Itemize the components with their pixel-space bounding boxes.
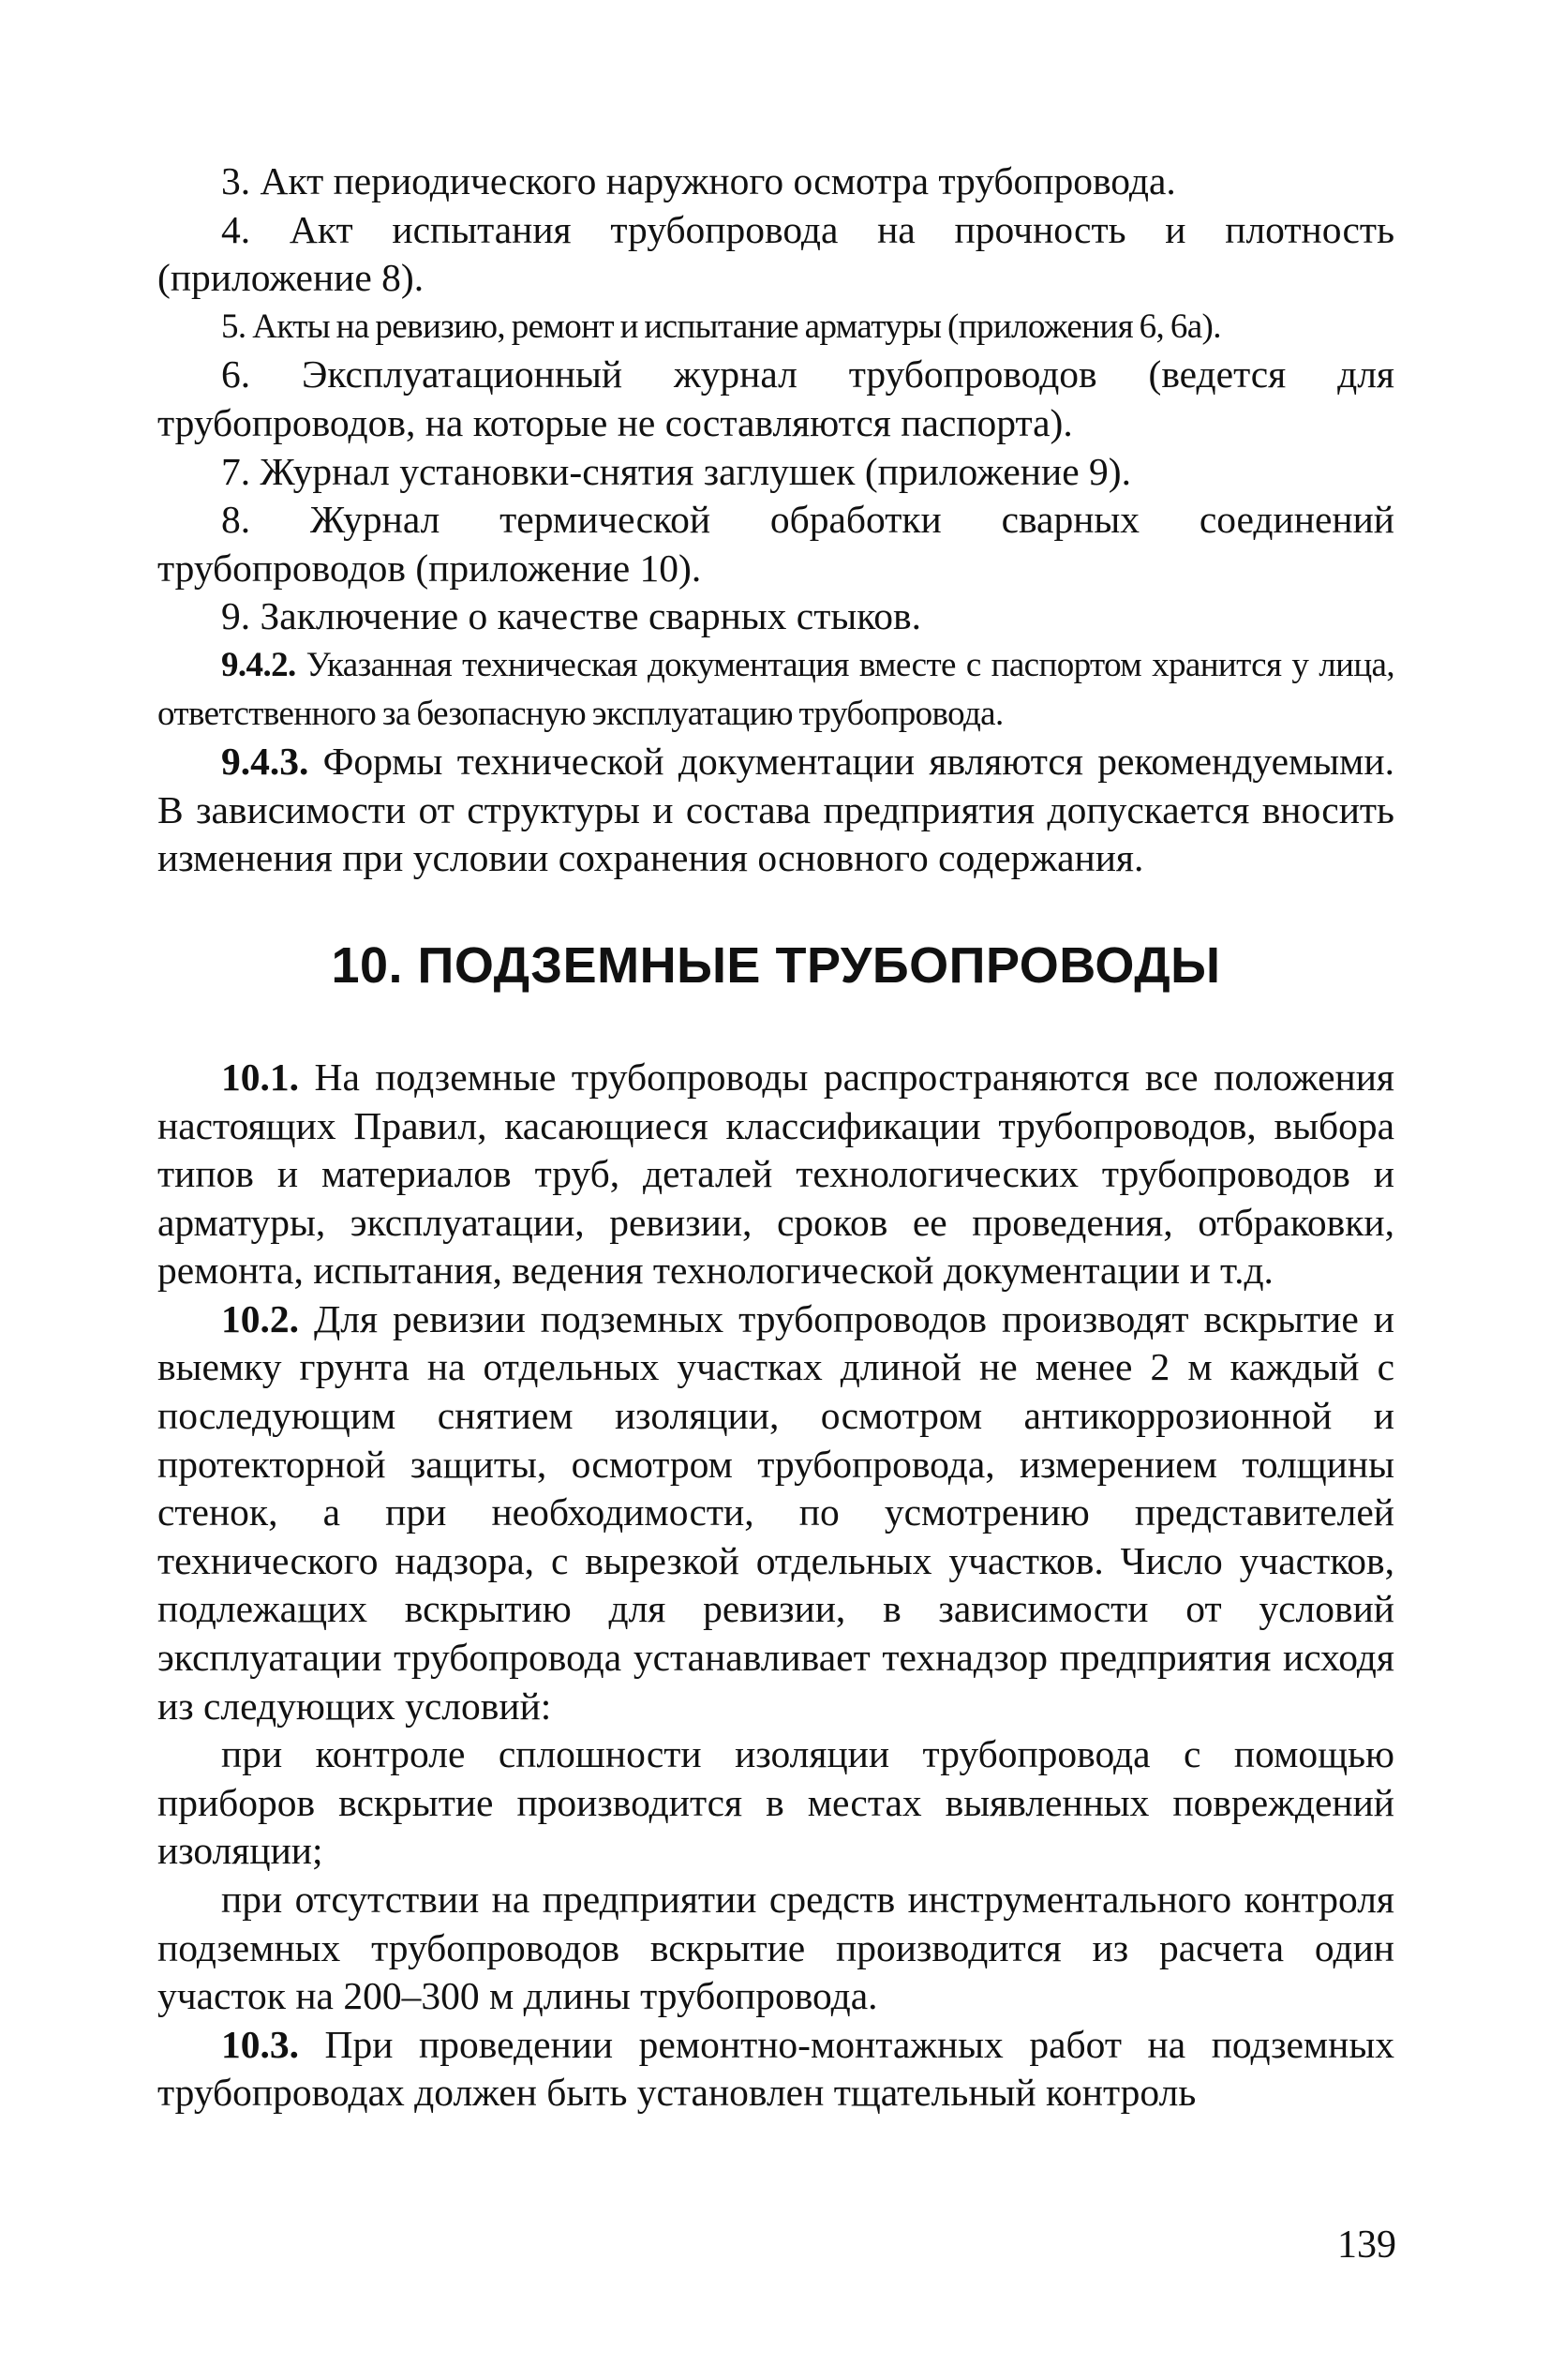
paragraph-text: При проведении ремонтно-монтажных работ на подземных трубопроводах должен быть установлен тщательный контроль — [157, 2022, 1394, 2115]
paragraph-text: Указанная техническая документация вместе с паспортом хранится у лица, ответственного за безопасную эксплуатацию трубопровода. — [157, 645, 1394, 733]
page-body — [157, 157, 1394, 2118]
paragraph-number: 10.3. — [221, 2022, 299, 2066]
paragraph-9-4-2 — [157, 641, 1394, 738]
page-number: 139 — [1337, 2223, 1396, 2267]
list-item: 3. Акт периодического наружного осмотра трубопровода. — [221, 159, 1176, 202]
paragraph-number: 10.1. — [221, 1055, 299, 1099]
list-item: 6. Эксплуатационный журнал трубопроводов (ведется для трубопроводов, на которые не составляются паспорта). — [157, 352, 1394, 444]
list-item: 9. Заключение о качестве сварных стыков. — [221, 594, 922, 638]
list-item: 4. Акт испытания трубопровода на прочность и плотность (приложение 8). — [157, 207, 1394, 300]
paragraph-number: 9.4.2. — [221, 645, 296, 684]
paragraph-text: Формы технической документации являются рекомендуемыми. В зависимости от структуры и состава предприятия допускается вносить изменения при условии сохранения основного содержания. — [157, 740, 1394, 880]
paragraph-10-2 — [157, 1295, 1394, 1730]
paragraph-number: 9.4.3. — [221, 740, 309, 784]
list-item: 8. Журнал термической обработки сварных соединений трубопроводов (приложение 10). — [157, 498, 1394, 590]
list-item: 7. Журнал установки-снятия заглушек (приложение 9). — [221, 449, 1131, 493]
paragraph-text: На подземные трубопроводы распространяются все положения настоящих Правил, касающиеся классификации трубопроводов, выбора типов и материалов труб, деталей технологических трубопроводов и арматуры, эксплуатации, ревизии, сроков ее проведения, отбраковки, ремонта, испытания, ведения технологической документации и т.д. — [157, 1055, 1394, 1293]
paragraph-9-4-3 — [157, 738, 1394, 883]
section-heading: 10. ПОДЗЕМНЫЕ ТРУБОПРОВОДЫ — [331, 936, 1221, 994]
paragraph-10-2-case-1: при контроле сплошности изоляции трубопровода с помощью приборов вскрытие производится в местах выявленных повреждений изоляции; — [157, 1732, 1394, 1873]
paragraph-text: Для ревизии подземных трубопроводов производят вскрытие и выемку грунта на отдельных участках длиной не менее 2 м каждый с последующим снятием изоляции, осмотром антикоррозионной и протекторной защиты, осмотром трубопровода, измерением толщины стенок, а при необходимости, по усмотрению представителей технического надзора, с вырезкой отдельных участков. Число участков, подлежащих вскрытию для ревизии, в зависимости от условий эксплуатации трубопровода устанавливает технадзор предприятия исходя из следующих условий: — [157, 1296, 1394, 1728]
list-item: 5. Акты на ревизию, ремонт и испытание арматуры (приложения 6, 6а). — [221, 307, 1221, 346]
paragraph-10-2-case-2: при отсутствии на предприятии средств инструментального контроля подземных трубопроводов вскрытие производится из расчета один участок на 200–300 м длины трубопровода. — [157, 1878, 1394, 2018]
paragraph-10-1 — [157, 1054, 1394, 1295]
paragraph-number: 10.2. — [221, 1296, 299, 1340]
paragraph-10-3 — [157, 2021, 1394, 2118]
